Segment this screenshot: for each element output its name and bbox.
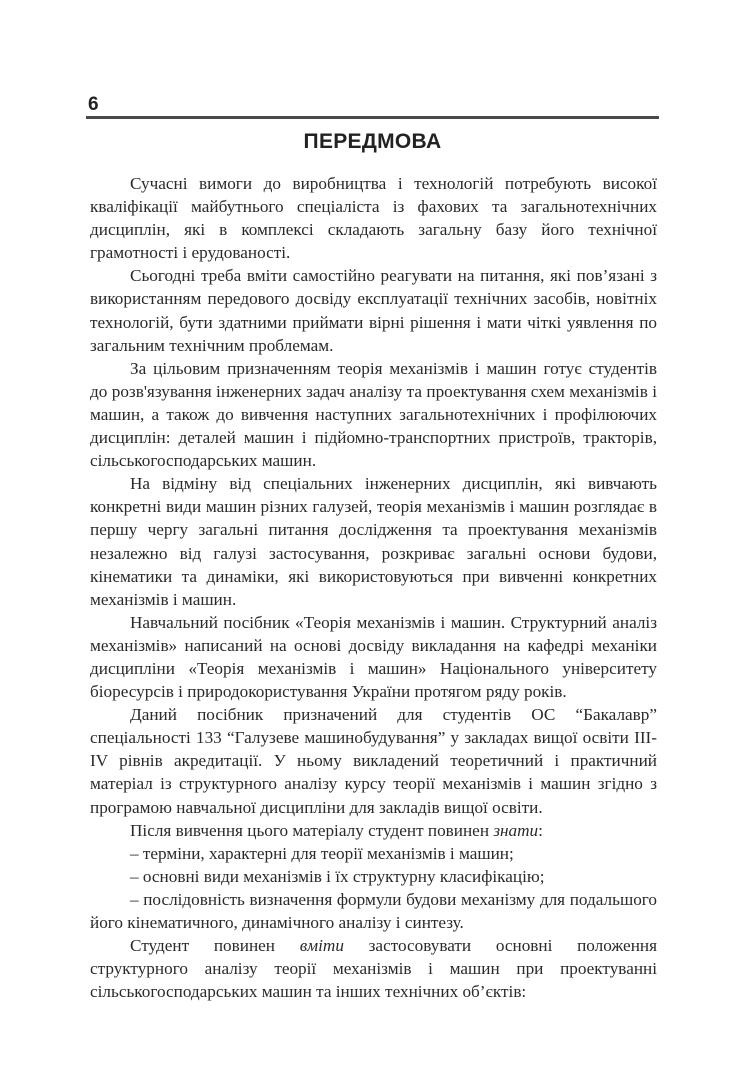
header-rule bbox=[86, 116, 659, 119]
list-item-1: – терміни, характерні для теорії механізмів і машин; bbox=[130, 843, 514, 863]
paragraph-6: Даний посібник призначений для студентів ОС “Бакалавр” спеціальності 133 “Галузеве машинобудування” у закладах вищої освіти ІІІ-ІV рівнів акредитації. У ньому викладений теоретичний і практичний матеріал із структурного аналізу курсу теорії механізмів і машин згідно з програмою навчальної дисципліни для закладів вищої освіти. bbox=[90, 705, 657, 817]
paragraph-4: На відміну від спеціальних інженерних дисциплін, які вивчають конкретні види машин різних галузей, теорія механізмів і машин розглядає в першу чергу загальні питання дослідження та проектування механізмів незалежно від галузі застосування, розкриває загальні основи будови, кінематики та динаміки, які використовуються при вивченні конкретних механізмів і машин. bbox=[90, 474, 657, 609]
page-title: ПЕРЕДМОВА bbox=[303, 130, 442, 153]
paragraph-8 bbox=[90, 934, 657, 1003]
page-number: 6 bbox=[88, 94, 99, 115]
emphasis-znaty: знати bbox=[493, 820, 539, 840]
paragraph-8-text: Студент повинен bbox=[130, 936, 300, 956]
paragraph-7 bbox=[90, 819, 657, 842]
paragraph-8-end: застосовувати основні положення структурного аналізу теорії механізмів і машин при проектуванні сільськогосподарських машин та інших технічних об’єктів: bbox=[90, 936, 657, 1002]
paragraph-2: Сьогодні треба вміти самостійно реагувати на питання, які пов’язані з використанням передового досвіду експлуатації технічних засобів, новітніх технологій, бути здатними приймати вірні рішення і мати чіткі уявлення по загальним технічним проблемам. bbox=[90, 266, 657, 355]
body-text bbox=[90, 172, 657, 1003]
paragraph-1: Сучасні вимоги до виробництва і технологій потребують високої кваліфікації майбутнього спеціаліста із фахових та загальнотехнічних дисциплін, які в комплексі складають загальну базу його технічної грамотності і ерудованості. bbox=[90, 174, 657, 263]
paragraph-5: Навчальний посібник «Теорія механізмів і машин. Структурний аналіз механізмів» написаний на основі досвіду викладання на кафедрі механіки дисципліни «Теорія механізмів і машин» Національного університету біоресурсів і природокористування України протягом ряду років. bbox=[90, 612, 657, 702]
paragraph-3: За цільовим призначенням теорія механізмів і машин готує студентів до розв'язування інженерних задач аналізу та проектування схем механізмів і машин, а також до вивчення наступних загальнотехнічних і профілюючих дисциплін: деталей машин і підйомно-транспортних пристроїв, тракторів, сільськогосподарських машин. bbox=[90, 358, 657, 471]
list-item-2: – основні види механізмів і їх структурну класифікацію; bbox=[130, 866, 545, 886]
paragraph-7-text: Після вивчення цього матеріалу студент повинен bbox=[130, 820, 494, 840]
paragraph-7-end: : bbox=[538, 820, 543, 840]
list-item-3: – послідовність визначення формули будови механізму для подальшого його кінематичного, динамічного аналізу і синтезу. bbox=[90, 889, 657, 932]
emphasis-vmity: вміти bbox=[299, 936, 344, 956]
